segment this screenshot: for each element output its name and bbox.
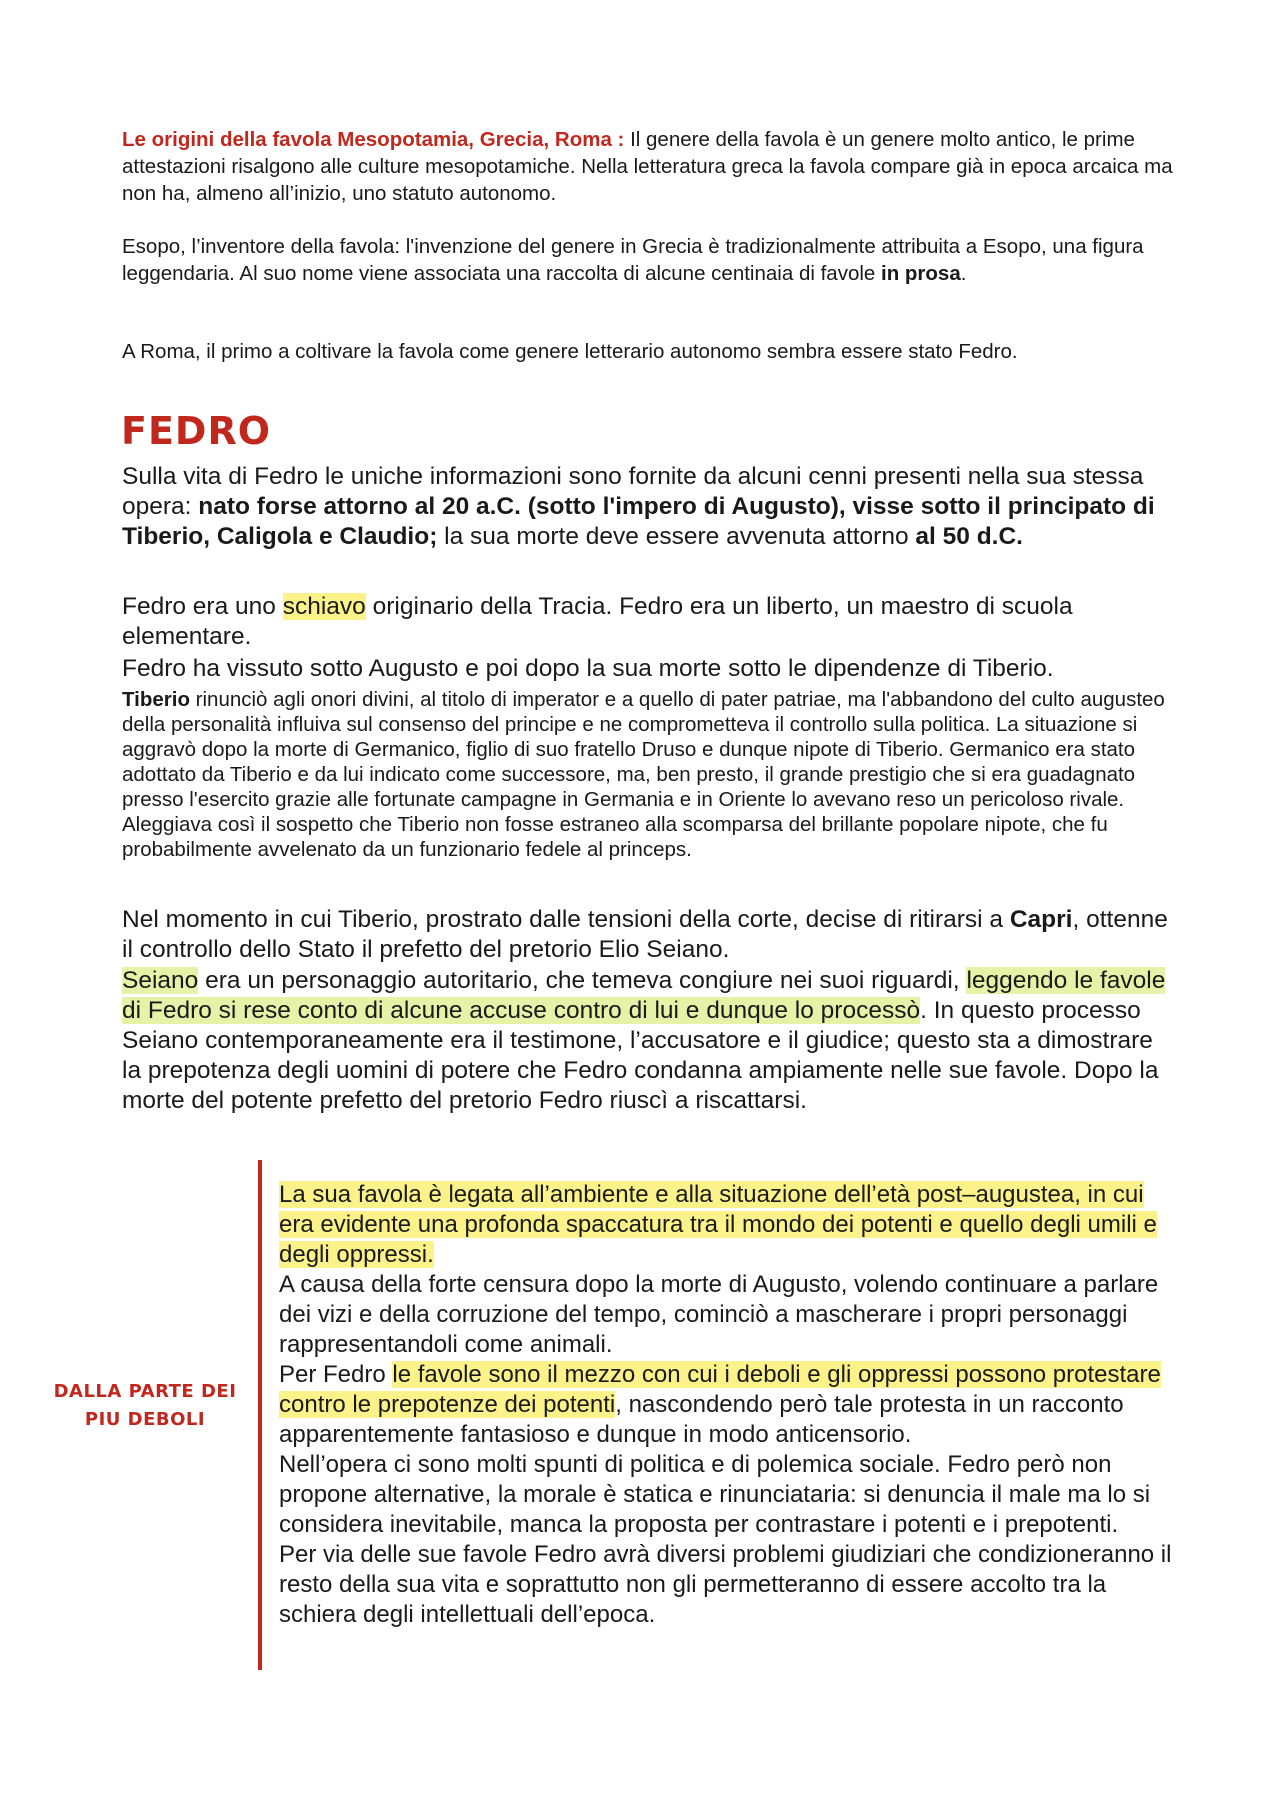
- origini-heading: Le origini della favola Mesopotamia, Grecia, Roma :: [122, 128, 625, 151]
- capri-text-1: Nel momento in cui Tiberio, prostrato dalle tensioni della corte, decise di ritirarsi a: [122, 906, 1010, 933]
- roma-paragraph: A Roma, il primo a coltivare la favola come genere letterario autonomo sembra essere stato Fedro.: [122, 340, 1018, 363]
- vita-bold-2: al 50 d.C.: [915, 523, 1023, 550]
- seiano-paragraph: [122, 966, 1172, 1116]
- capri-bold: Capri: [1009, 906, 1073, 933]
- section-divider-line: [258, 1160, 262, 1670]
- deboli-p2: A causa della forte censura dopo la morte di Augusto, volendo continuare a parlare dei vizi e della corruzione del tempo, cominciò a mascherare i propri personaggi rappresentandoli come animali.: [279, 1271, 1159, 1358]
- esopo-paragraph: [122, 233, 1182, 287]
- vita-bold-1: nato forse attorno al 20 a.C. (sotto l'impero di Augusto), visse sotto il principato di Tiberio, Caligola e Claudio;: [122, 493, 1155, 550]
- schiavo-text-1: Fedro era uno: [122, 593, 283, 620]
- deboli-section: [279, 1180, 1184, 1630]
- origini-text: Il genere della favola è un genere molto antico, le prime attestazioni risalgono alle culture mesopotamiche. Nella letteratura greca la favola compare già in epoca arcaica ma non ha, almeno all’inizio, uno statuto autonomo.: [122, 128, 1173, 205]
- schiavo-highlight: schiavo: [282, 593, 366, 620]
- seiano-text-3: . In questo processo Seiano contemporaneamente era il testimone, l’accusatore e il giudice; questo sta a dimostrare la prepotenza degli uomini di potere che Fedro condanna ampiamente nelle sue favole. Dopo la morte del potente prefetto del pretorio Fedro riuscì a riscattarsi.: [122, 997, 1159, 1114]
- seiano-highlight-2: leggendo le favole di Fedro si rese conto di alcune accuse contro di lui e dunque lo processò: [122, 967, 1166, 1024]
- deboli-p3-text-a: Per Fedro: [279, 1361, 393, 1388]
- vita-text-1: Sulla vita di Fedro le uniche informazioni sono fornite da alcuni cenni presenti nella sua stessa opera:: [122, 463, 1144, 520]
- vita-paragraph: [122, 462, 1172, 552]
- deboli-p4: Nell’opera ci sono molti spunti di politica e di polemica sociale. Fedro però non propone alternative, la morale è statica e rinunciataria: si denuncia il male ma lo si considera inevitabile, manca la proposta per contrastare i potenti e i prepotenti.: [279, 1451, 1151, 1538]
- augusto-line: Fedro ha vissuto sotto Augusto e poi dopo la sua morte sotto le dipendenze di Tiberio.: [122, 655, 1054, 682]
- deboli-p1-highlight: La sua favola è legata all’ambiente e alla situazione dell’età post–augustea, in cui era evidente una profonda spaccatura tra il mondo dei potenti e quello degli umili e degli oppressi.: [279, 1181, 1157, 1268]
- tiberio-paragraph: [122, 687, 1182, 862]
- esopo-bold: in prosa: [881, 262, 961, 285]
- side-label: DALLA PARTE DEI PIU DEBOLI: [53, 1381, 237, 1430]
- capri-text-2: , ottenne il controllo dello Stato il prefetto del pretorio Elio Seiano.: [122, 906, 1168, 963]
- deboli-p3-text-b: , nascondendo però tale protesta in un racconto apparentemente fantasioso e dunque in modo anticensorio.: [279, 1391, 1124, 1448]
- deboli-p3: [279, 1360, 1184, 1450]
- tiberio-text: rinunciò agli onori divini, al titolo di imperator e a quello di pater patriae, ma l'abbandono del culto augusteo della personalità influiva sul consenso del principe e ne comprometteva il controllo sulla politica. La situazione si aggravò dopo la morte di Germanico, figlio di suo fratello Druso e dunque nipote di Tiberio. Germanico era stato adottato da Tiberio e da lui indicato come successore, ma, ben presto, il grande prestigio che si era guadagnato presso l'esercito grazie alle fortunate campagne in Germania e in Oriente lo avevano reso un pericoloso rivale. Aleggiava così il sospetto che Tiberio non fosse estraneo alla scomparsa del brillante popolare nipote, che fu probabilmente avvelenato da un funzionario fedele al princeps.: [122, 688, 1165, 861]
- esopo-text: Esopo, l’inventore della favola: l'invenzione del genere in Grecia è tradizionalmente attribuita a Esopo, una figura leggendaria. Al suo nome viene associata una raccolta di alcune centinaia di favole: [122, 235, 1144, 285]
- vita-text-2: la sua morte deve essere avvenuta attorno: [437, 523, 916, 550]
- schiavo-paragraph: [122, 592, 1172, 652]
- page-title: FEDRO: [121, 409, 272, 453]
- deboli-p3-highlight: le favole sono il mezzo con cui i deboli e gli oppressi possono protestare contro le prepotenze dei potenti: [279, 1361, 1161, 1418]
- deboli-p1: [279, 1180, 1184, 1270]
- seiano-text-2: era un personaggio autoritario, che temeva congiure nei suoi riguardi,: [198, 967, 967, 994]
- seiano-highlight-1: Seiano: [122, 967, 199, 994]
- schiavo-text-2: originario della Tracia. Fedro era un liberto, un maestro di scuola elementare.: [122, 593, 1073, 650]
- tiberio-bold: Tiberio: [122, 688, 190, 711]
- capri-paragraph: [122, 905, 1172, 965]
- origini-paragraph: [122, 126, 1182, 207]
- esopo-end: .: [960, 262, 967, 285]
- deboli-p5: Per via delle sue favole Fedro avrà diversi problemi giudiziari che condizioneranno il resto della sua vita e soprattutto non gli permetteranno di essere accolto tra la schiera degli intellettuali dell’epoca.: [279, 1541, 1172, 1628]
